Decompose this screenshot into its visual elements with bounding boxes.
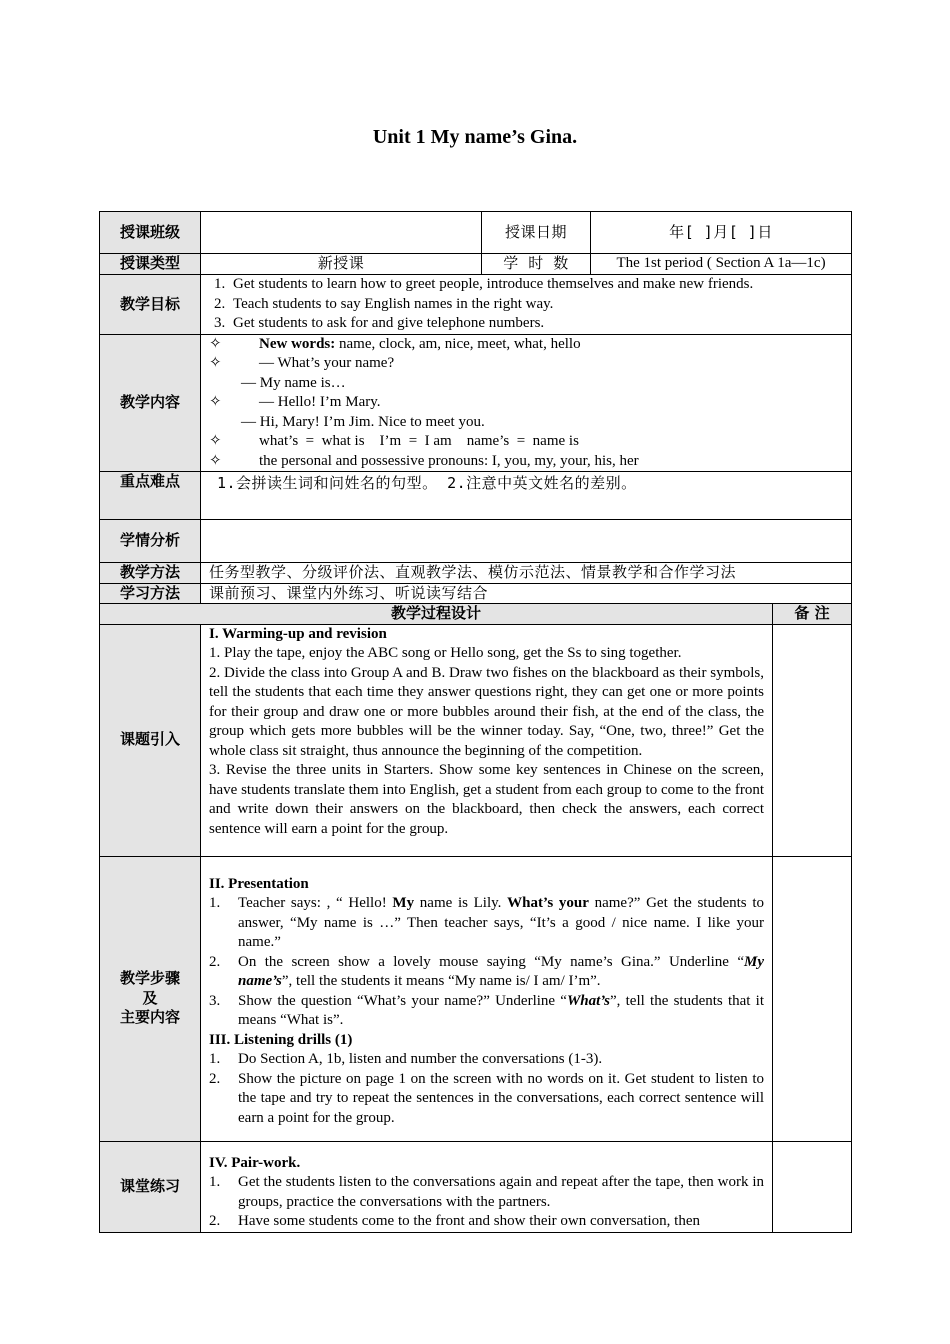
label-steps-line: 及 xyxy=(142,988,158,1007)
learn-method-value: 课前预习、课堂内外练习、听说读写结合 xyxy=(201,583,852,604)
label-practice: 课堂练习 xyxy=(100,1141,201,1232)
label-class: 授课班级 xyxy=(100,212,201,254)
row-teach-method xyxy=(100,563,852,584)
row-learn-method xyxy=(100,583,852,604)
row-process-header xyxy=(100,604,852,625)
intro-paragraph: 1. Play the tape, enjoy the ABC song or Hello song, get the Ss to sing together. xyxy=(209,645,682,661)
bullet-icon: ✧ xyxy=(209,355,222,371)
label-content: 教学内容 xyxy=(100,334,201,472)
row-content xyxy=(100,334,852,472)
step-text-part: Show the question “What’s your name?” Underline “ xyxy=(238,992,567,1009)
step-number: 2. xyxy=(209,1070,221,1087)
step-text-bold-italic: My name’s xyxy=(238,953,764,989)
bullet-icon: ✧ xyxy=(209,335,222,352)
label-steps-line: 教学步骤 xyxy=(119,969,180,988)
row-steps xyxy=(100,856,852,1141)
dialog-line: — What’s your name? xyxy=(259,355,395,371)
new-words: name, clock, am, nice, meet, what, hello xyxy=(335,335,581,352)
row-practice xyxy=(100,1141,852,1232)
step-text xyxy=(238,992,764,1031)
label-key xyxy=(100,472,201,520)
new-words-label: New words: xyxy=(259,335,336,352)
label-learn-method: 学习方法 xyxy=(100,583,201,604)
practice-notes xyxy=(773,1141,852,1232)
goal-item: 1. Get students to learn how to greet people, introduce themselves and make new friends. xyxy=(229,275,851,295)
practice-number: 2. xyxy=(209,1213,221,1229)
practice-cell xyxy=(201,1141,773,1232)
label-date: 授课日期 xyxy=(482,212,591,254)
steps-heading: III. Listening drills (1) xyxy=(209,1031,353,1048)
step-text-part: On the screen show a lovely mouse saying “My name’s Gina.” Underline “ xyxy=(238,953,744,970)
pronouns: the personal and possessive pronouns: I, you, my, your, his, her xyxy=(259,452,639,469)
step-item xyxy=(209,1070,764,1129)
step-text: Show the picture on page 1 on the screen with no words on it. Get student to listen to the tape and try to repeat the sentences in the conversations, each correct sentence will earn a point for the group. xyxy=(238,1070,764,1126)
step-text-part: ”, tell the students it means “My name is/ I am/ I’m”. xyxy=(281,973,601,989)
step-item xyxy=(209,1050,764,1070)
label-intro: 课题引入 xyxy=(100,624,201,856)
label-steps xyxy=(100,856,201,1141)
class-value xyxy=(201,212,482,254)
dialog-line: — My name is… xyxy=(241,374,346,391)
step-number: 3. xyxy=(209,992,221,1009)
practice-item xyxy=(209,1212,764,1232)
label-hours: 学 时 数 xyxy=(482,254,591,275)
analysis-value xyxy=(201,520,852,563)
step-text-part: ”, tell the students that it means “What is”. xyxy=(238,992,764,1028)
step-text-part: Teacher says: , “ Hello! xyxy=(238,895,393,911)
row-class xyxy=(100,212,852,254)
label-notes: 备 注 xyxy=(773,604,852,625)
label-goals: 教学目标 xyxy=(100,275,201,335)
step-text-part: name?” Get the students to answer, “My name is …” Then teacher says, “It’s a good / nice name. I like your name.” xyxy=(238,895,764,950)
step-text xyxy=(238,953,764,992)
step-item xyxy=(209,894,764,953)
bullet-icon: ✧ xyxy=(209,452,222,469)
steps-heading: II. Presentation xyxy=(209,875,309,892)
step-item xyxy=(209,953,764,992)
teach-method-value: 任务型教学、分级评价法、直观教学法、模仿示范法、情景教学和合作学习法 xyxy=(201,563,852,584)
step-text: Do Section A, 1b, listen and number the conversations (1-3). xyxy=(238,1051,603,1067)
step-text-part: name is Lily. xyxy=(414,895,508,911)
dialog-line: — Hi, Mary! I’m Jim. Nice to meet you. xyxy=(241,413,485,430)
bullet-icon: ✧ xyxy=(209,433,222,449)
steps-notes xyxy=(773,856,852,1141)
goals-list xyxy=(201,275,851,334)
goal-item: 3. Get students to ask for and give telephone numbers. xyxy=(229,314,851,334)
step-number: 1. xyxy=(209,1051,221,1067)
label-type: 授课类型 xyxy=(100,254,201,275)
step-text-bold: What’s your xyxy=(507,895,589,911)
row-type xyxy=(100,254,852,275)
intro-paragraph: 2. Divide the class into Group A and B. Draw two fishes on the blackboard as their symbols, tell the students that each time they answer questions right, they can get one or more points for their group and draw one or more bubbles around their fish, at the end of the class, the group which gets more bubbles will be the winner today. Say, “One, two, three!” Get the whole class sit straight, thus announce the beginning of the competition. xyxy=(209,664,764,759)
steps-cell xyxy=(201,856,773,1141)
step-number: 1. xyxy=(209,895,221,911)
label-analysis: 学情分析 xyxy=(100,520,201,563)
bullet-icon: ✧ xyxy=(209,394,222,410)
lesson-plan-table xyxy=(99,211,852,1233)
goal-item: 2. Teach students to say English names in the right way. xyxy=(229,295,851,315)
row-intro xyxy=(100,624,852,856)
type-value: 新授课 xyxy=(201,254,482,275)
practice-text: Have some students come to the front and show their own conversation, then xyxy=(238,1213,700,1229)
hours-value: The 1st period ( Section A 1a—1c) xyxy=(591,254,852,275)
row-goals xyxy=(100,275,852,335)
page-title: Unit 1 My name’s Gina. xyxy=(372,126,578,148)
label-steps-line: 主要内容 xyxy=(119,1008,180,1027)
step-text xyxy=(238,894,764,953)
contractions: what’s = what is I’m = I am name’s = name is xyxy=(259,433,579,449)
intro-paragraph: 3. Revise the three units in Starters. Show some key sentences in Chinese on the screen, have students translate them into English, get a student from each group to come to the front and write down their answers on the blackboard, then check the answers, each correct sentence will earn a point for the group. xyxy=(209,762,764,837)
step-text-bold: My xyxy=(392,895,415,911)
intro-cell xyxy=(201,624,773,856)
intro-heading: I. Warming-up and revision xyxy=(209,625,387,642)
practice-item xyxy=(209,1173,764,1212)
step-number: 2. xyxy=(209,953,221,970)
goals-cell xyxy=(201,275,852,335)
label-teach-method: 教学方法 xyxy=(100,563,201,584)
practice-heading: IV. Pair-work. xyxy=(209,1154,301,1171)
label-key-text: 重点难点 xyxy=(119,472,180,490)
practice-text: Get the students listen to the conversations again and repeat after the tape, then work in groups, practice the conversations with the partners. xyxy=(238,1174,764,1210)
dialog-line: — Hello! I’m Mary. xyxy=(259,394,381,410)
step-text-bold-italic: What’s xyxy=(566,992,611,1009)
row-analysis xyxy=(100,520,852,563)
key-points: 1.会拼读生词和问姓名的句型。 2.注意中英文姓名的差别。 xyxy=(201,472,852,520)
step-item xyxy=(209,992,764,1031)
practice-number: 1. xyxy=(209,1174,221,1190)
date-value: 年[ ]月[ ]日 xyxy=(591,212,852,254)
intro-notes xyxy=(773,624,852,856)
row-key xyxy=(100,472,852,520)
content-cell xyxy=(201,334,852,472)
label-process: 教学过程设计 xyxy=(100,604,773,625)
